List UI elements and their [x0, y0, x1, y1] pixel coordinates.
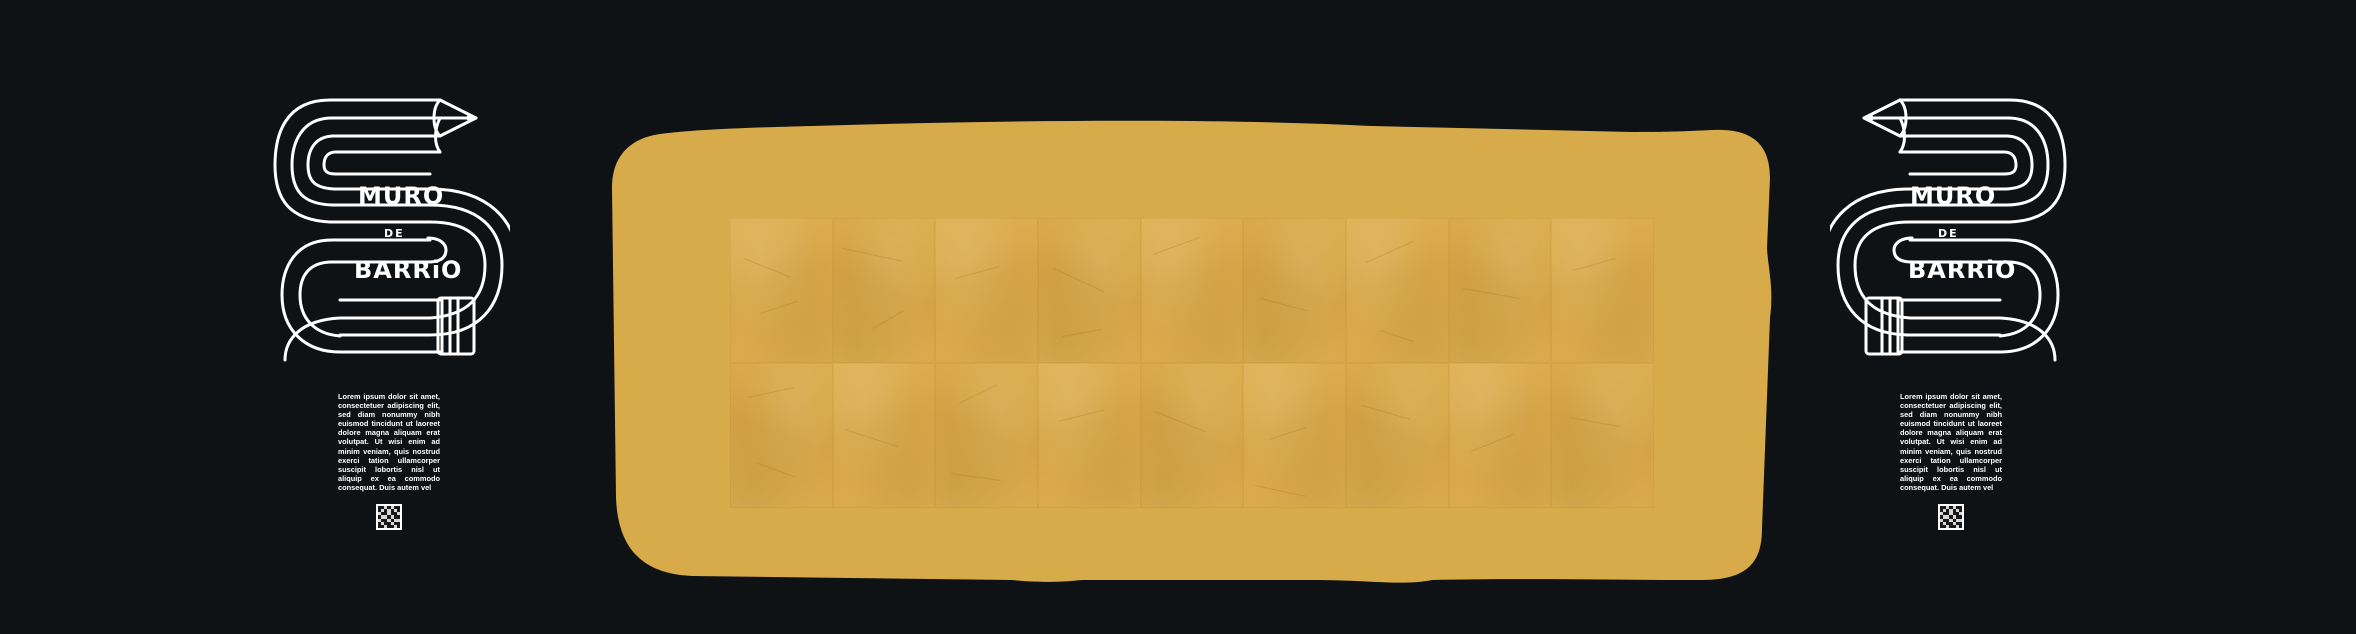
poster-tile	[730, 363, 833, 508]
logo-word-barrio: BARRiO	[1908, 256, 2017, 284]
lorem-blurb: Lorem ipsum dolor sit amet, consectetuer adipiscing elit, sed diam nonummy nibh euismod tincidunt ut laoreet dolore magna aliquam erat volutpat. Ut wisi enim ad minim veniam, quis nostrud exerci tation ullamcorper suscipit lobortis nisl ut aliquip ex ea commodo consequat. Duis autem vel	[1900, 392, 2002, 492]
poster-tile	[935, 363, 1038, 508]
poster-tile	[1551, 218, 1654, 363]
poster-tile	[1243, 363, 1346, 508]
poster-tile	[1038, 218, 1141, 363]
pencil-snake-logo-icon	[1830, 90, 2070, 380]
poster-tile	[1141, 363, 1244, 508]
poster-tile	[1449, 363, 1552, 508]
logo-word-barrio: BARRiO	[354, 256, 463, 284]
logo-word-de: DE	[1938, 227, 1959, 240]
side-panel-right	[1830, 90, 2070, 540]
side-panel-left	[270, 90, 510, 540]
poster-tile	[1551, 363, 1654, 508]
qr-code-icon[interactable]	[1938, 504, 1964, 530]
logo-word-muro: MURO	[358, 182, 445, 210]
poster-tile	[935, 218, 1038, 363]
lorem-blurb: Lorem ipsum dolor sit amet, consectetuer adipiscing elit, sed diam nonummy nibh euismod tincidunt ut laoreet dolore magna aliquam erat volutpat. Ut wisi enim ad minim veniam, quis nostrud exerci tation ullamcorper suscipit lobortis nisl ut aliquip ex ea commodo consequat. Duis autem vel	[338, 392, 440, 492]
poster-tile	[833, 363, 936, 508]
poster-tile	[1141, 218, 1244, 363]
poster-tile	[1346, 218, 1449, 363]
pencil-snake-logo-icon	[270, 90, 510, 380]
poster-tile	[1449, 218, 1552, 363]
poster-tile	[833, 218, 936, 363]
qr-code-icon[interactable]	[376, 504, 402, 530]
poster-tile	[1038, 363, 1141, 508]
poster-tile	[730, 218, 833, 363]
logo-word-muro: MURO	[1910, 182, 1997, 210]
poster-tile	[1346, 363, 1449, 508]
poster-tile	[1243, 218, 1346, 363]
poster-wall	[730, 218, 1654, 508]
logo-word-de: DE	[384, 227, 405, 240]
